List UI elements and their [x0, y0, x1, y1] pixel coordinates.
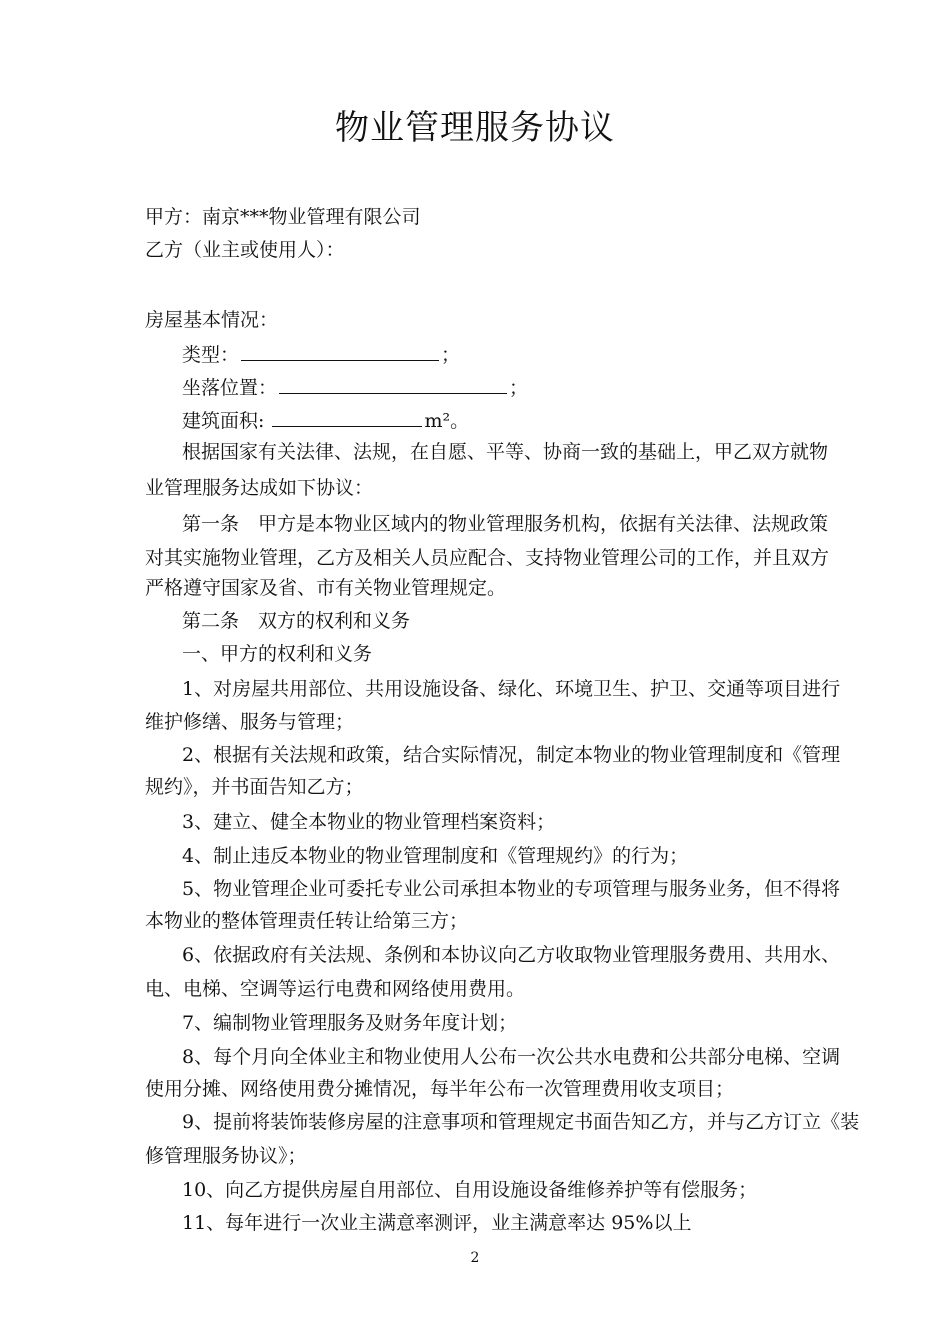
item-2-line-1: 2、根据有关法规和政策，结合实际情况，制定本物业的物业管理制度和《管理 [182, 744, 841, 766]
house-area-unit: m²。 [424, 410, 470, 432]
house-type-row [182, 342, 460, 367]
section1-heading: 一、甲方的权利和义务 [182, 643, 373, 665]
item-8-line-1: 8、每个月向全体业主和物业使用人公布一次公共水电费和公共部分电梯、空调 [182, 1046, 841, 1068]
item-8-line-2: 使用分摊、网络使用费分摊情况，每半年公布一次管理费用收支项目； [145, 1078, 735, 1100]
item-6-line-2: 电、电梯、空调等运行电费和网络使用费用。 [145, 978, 526, 1000]
item-9-line-2: 修管理服务协议》； [145, 1145, 307, 1167]
house-area-blank[interactable] [272, 408, 422, 427]
house-location-end: ； [509, 377, 529, 399]
house-info-heading: 房屋基本情况： [145, 309, 279, 331]
house-area-label: 建筑面积: [182, 410, 265, 432]
document-title: 物业管理服务协议 [335, 108, 615, 148]
party-b-line: 乙方（业主或使用人）： [145, 239, 345, 261]
house-type-label: 类型： [182, 344, 240, 366]
item-6-line-1: 6、依据政府有关法规、条例和本协议向乙方收取物业管理服务费用、共用水、 [182, 944, 841, 966]
item-5-line-2: 本物业的整体管理责任转让给第三方； [145, 910, 469, 932]
article1-line-2: 对其实施物业管理，乙方及相关人员应配合、支持物业管理公司的工作，并且双方 [145, 547, 830, 569]
house-location-blank[interactable] [279, 375, 507, 394]
item-11-line-1: 11、每年进行一次业主满意率测评，业主满意率达 95%以上 [182, 1212, 692, 1234]
page-number: 2 [470, 1250, 480, 1266]
house-area-row [182, 408, 469, 433]
item-1-line-2: 维护修缮、服务与管理； [145, 711, 355, 733]
intro-line-2: 业管理服务达成如下协议： [145, 477, 374, 499]
item-1-line-1: 1、对房屋共用部位、共用设施设备、绿化、环境卫生、护卫、交通等项目进行 [182, 678, 841, 700]
item-7-line-1: 7、编制物业管理服务及财务年度计划； [182, 1012, 518, 1034]
article1-line-3: 严格遵守国家及省、市有关物业管理规定。 [145, 577, 507, 599]
item-5-line-1: 5、物业管理企业可委托专业公司承担本物业的专项管理与服务业务，但不得将 [182, 878, 841, 900]
item-4-line-1: 4、制止违反本物业的物业管理制度和《管理规约》的行为； [182, 845, 689, 867]
house-location-label: 坐落位置： [182, 377, 278, 399]
party-a-line: 甲方：南京***物业管理有限公司 [145, 206, 421, 228]
house-type-end: ； [441, 344, 461, 366]
item-10-line-1: 10、向乙方提供房屋自用部位、自用设施设备维修养护等有偿服务； [182, 1179, 758, 1201]
intro-line-1: 根据国家有关法律、法规，在自愿、平等、协商一致的基础上，甲乙双方就物 [182, 441, 829, 463]
house-location-row [182, 375, 528, 400]
house-type-blank[interactable] [241, 342, 439, 361]
article1-line-1: 第一条 甲方是本物业区域内的物业管理服务机构，依据有关法律、法规政策 [182, 513, 829, 535]
item-2-line-2: 规约》，并书面告知乙方； [145, 776, 364, 798]
article2-heading: 第二条 双方的权利和义务 [182, 610, 411, 632]
item-9-line-1: 9、提前将装饰装修房屋的注意事项和管理规定书面告知乙方，并与乙方订立《装 [182, 1111, 860, 1133]
item-3-line-1: 3、建立、健全本物业的物业管理档案资料； [182, 811, 556, 833]
